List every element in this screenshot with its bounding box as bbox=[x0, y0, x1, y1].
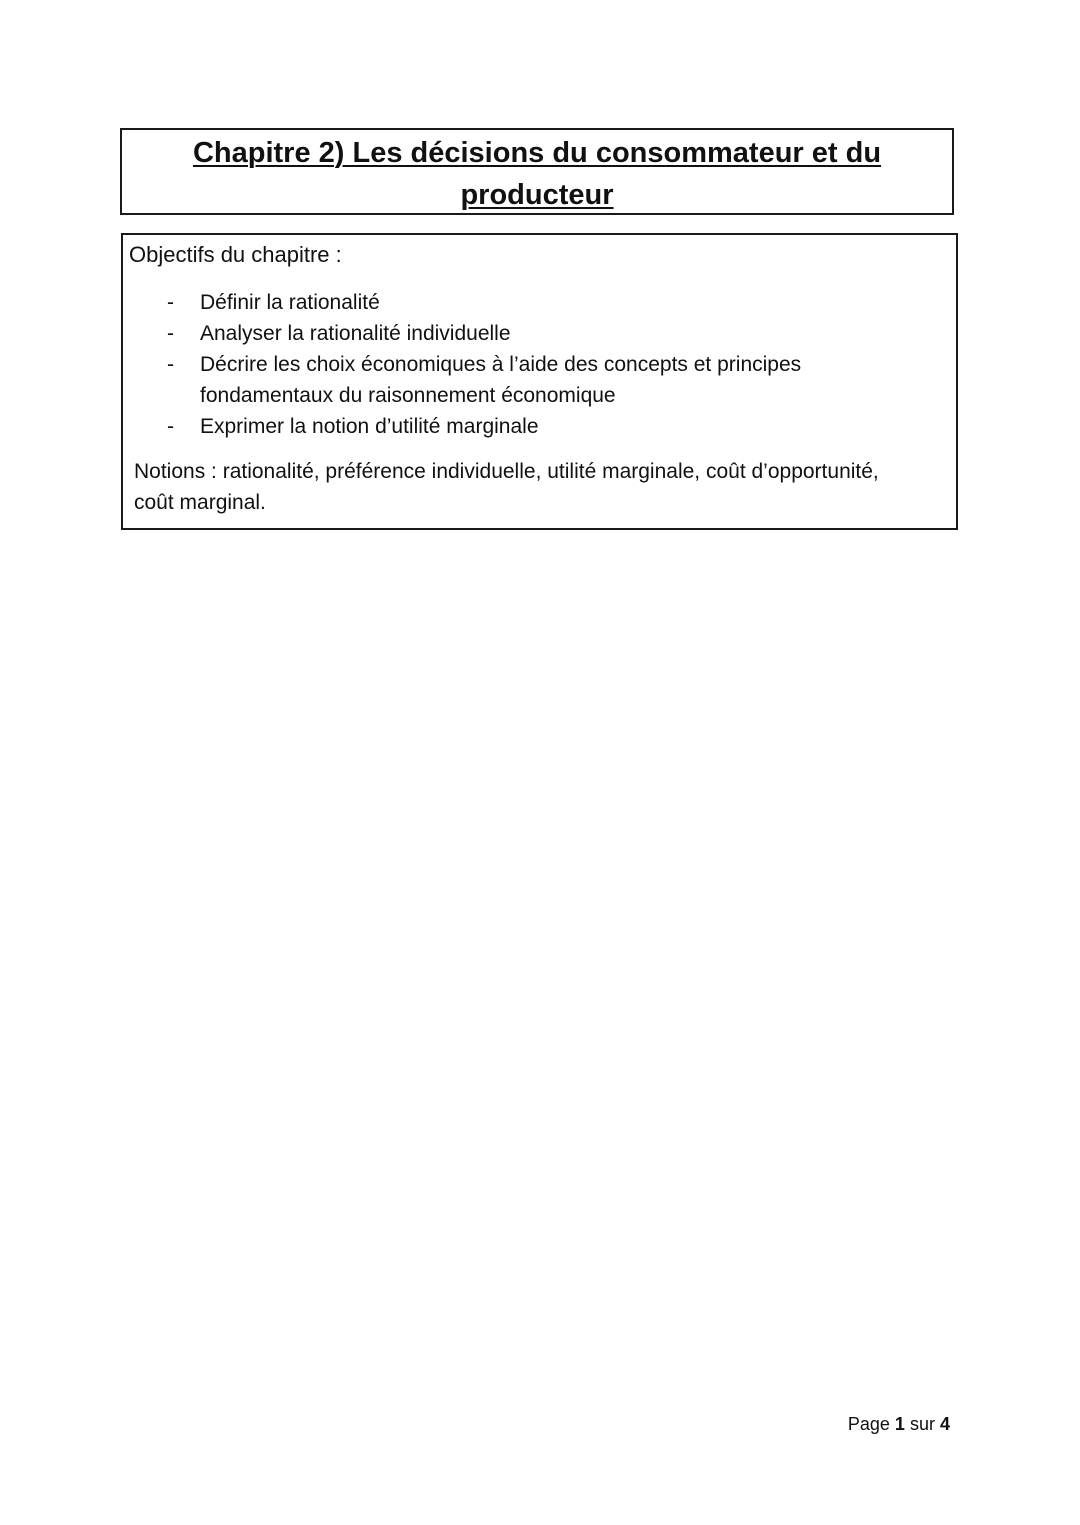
bullet-dash: - bbox=[167, 291, 174, 314]
objectives-list bbox=[123, 287, 956, 442]
objective-text: Exprimer la notion d’utilité marginale bbox=[200, 415, 539, 438]
objective-text: Décrire les choix économiques à l’aide des concepts et principes bbox=[200, 353, 802, 376]
page-sur-label: sur bbox=[909, 1414, 935, 1434]
page-number: 1 bbox=[894, 1414, 905, 1434]
page-footer bbox=[848, 1412, 950, 1436]
objectives-box bbox=[121, 233, 958, 530]
objective-text: fondamentaux du raisonnement économique bbox=[200, 384, 616, 407]
bullet-dash: - bbox=[167, 353, 174, 376]
objective-text: Analyser la rationalité individuelle bbox=[200, 322, 511, 345]
notions-paragraph bbox=[134, 456, 944, 518]
bullet-dash: - bbox=[167, 322, 174, 345]
page-total: 4 bbox=[939, 1414, 950, 1434]
chapter-title-line-1: Chapitre 2) Les décisions du consommateur et du bbox=[192, 137, 882, 169]
objective-item-continuation bbox=[123, 380, 956, 411]
objective-item bbox=[123, 287, 956, 318]
chapter-title-line-2: producteur bbox=[460, 179, 614, 211]
objective-text: Définir la rationalité bbox=[200, 291, 380, 314]
notions-line-1: Notions : rationalité, préférence individuelle, utilité marginale, coût d’opportunité, bbox=[134, 460, 879, 483]
objective-item bbox=[123, 349, 956, 380]
bullet-dash: - bbox=[167, 415, 174, 438]
objectives-heading: Objectifs du chapitre : bbox=[129, 242, 342, 267]
objective-item bbox=[123, 411, 956, 442]
notions-line-2: coût marginal. bbox=[134, 491, 266, 514]
objective-item bbox=[123, 318, 956, 349]
page-label: Page bbox=[847, 1414, 890, 1434]
chapter-title-box bbox=[120, 128, 954, 215]
